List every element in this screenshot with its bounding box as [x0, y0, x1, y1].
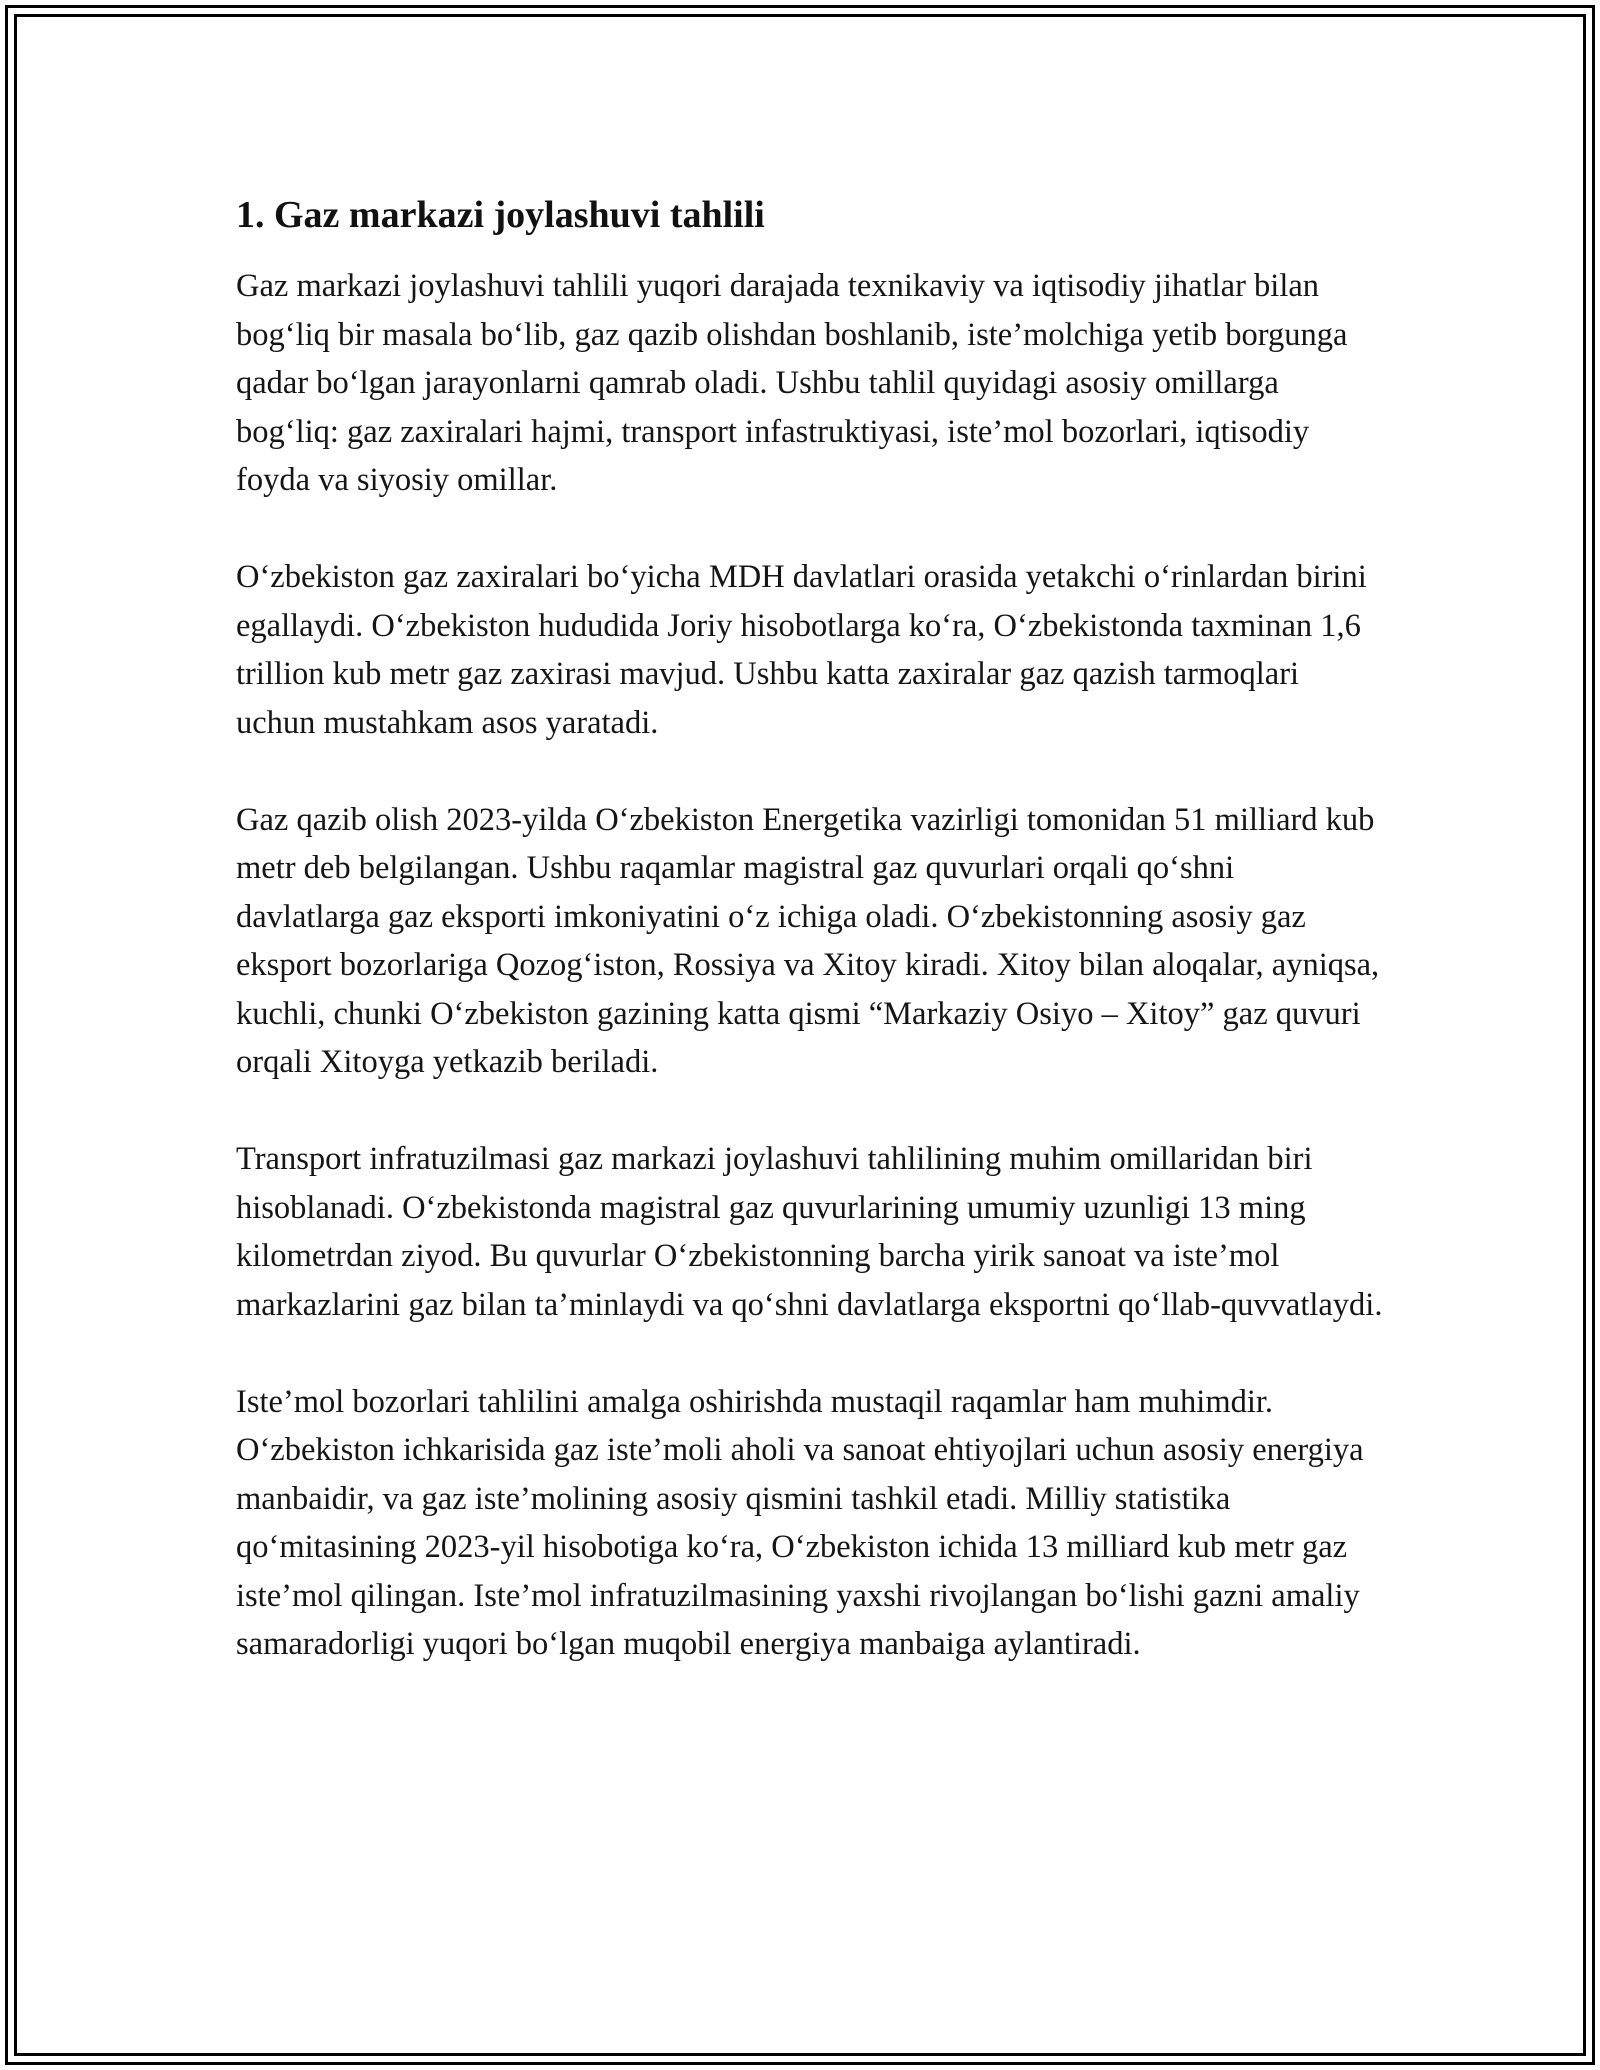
- paragraph-consumption: Iste’mol bozorlari tahlilini amalga oshirishda mustaqil raqamlar ham muhimdir. O‘zbekiston ichkarisida gaz iste’moli aholi va sanoat ehtiyojlari uchun asosiy energiya manbaidir, va gaz iste’molining asosiy qismini tashkil etadi. Milliy statistika qo‘mitasining 2023-yil hisobotiga ko‘ra, O‘zbekiston ichida 13 milliard kub metr gaz iste’mol qilingan. Iste’mol infratuzilmasining yaxshi rivojlangan bo‘lishi gazni amaliy samaradorligi yuqori bo‘lgan muqobil energiya manbaiga aylantiradi.: [236, 1383, 1364, 1662]
- paragraph-transport: Transport infratuzilmasi gaz markazi joylashuvi tahlilining muhim omillaridan biri hisoblanadi. O‘zbekistonda magistral gaz quvurlarining umumiy uzunligi 13 ming kilometrdan ziyod. Bu quvurlar O‘zbekistonning barcha yirik sanoat va iste’mol markazlarini gaz bilan ta’minlaydi va qo‘shni davlatlarga eksportni qo‘llab-quvvatlaydi.: [236, 1141, 1383, 1323]
- paragraph-intro: Gaz markazi joylashuvi tahlili yuqori darajada texnikaviy va iqtisodiy jihatlar bilan bog‘liq bir masala bo‘lib, gaz qazib olishdan boshlanib, iste’molchiga yetib borgunga qadar bo‘lgan jarayonlarni qamrab oladi. Ushbu tahlil quyidagi asosiy omillarga bog‘liq: gaz zaxiralari hajmi, transport infastruktiyasi, iste’mol bozorlari, iqtisodiy foyda va siyosiy omillar.: [236, 268, 1348, 498]
- paragraph-reserves: O‘zbekiston gaz zaxiralari bo‘yicha MDH davlatlari orasida yetakchi o‘rinlardan birini egallaydi. O‘zbekiston hududida Joriy hisobotlarga ko‘ra, O‘zbekistonda taxminan 1,6 trillion kub metr gaz zaxirasi mavjud. Ushbu katta zaxiralar gaz qazish tarmoqlari uchun mustahkam asos yaratadi.: [236, 559, 1367, 741]
- document-body: [236, 190, 1386, 1669]
- section-title: 1. Gaz markazi joylashuvi tahlili: [236, 194, 765, 236]
- paragraph-production: Gaz qazib olish 2023-yilda O‘zbekiston Energetika vazirligi tomonidan 51 milliard kub metr deb belgilangan. Ushbu raqamlar magistral gaz quvurlari orqali qo‘shni davlatlarga gaz eksporti imkoniyatini o‘z ichiga oladi. O‘zbekistonning asosiy gaz eksport bozorlariga Qozog‘iston, Rossiya va Xitoy kiradi. Xitoy bilan aloqalar, ayniqsa, kuchli, chunki O‘zbekiston gazining katta qismi “Markaziy Osiyo – Xitoy” gaz quvuri orqali Xitoyga yetkazib beriladi.: [236, 801, 1380, 1080]
